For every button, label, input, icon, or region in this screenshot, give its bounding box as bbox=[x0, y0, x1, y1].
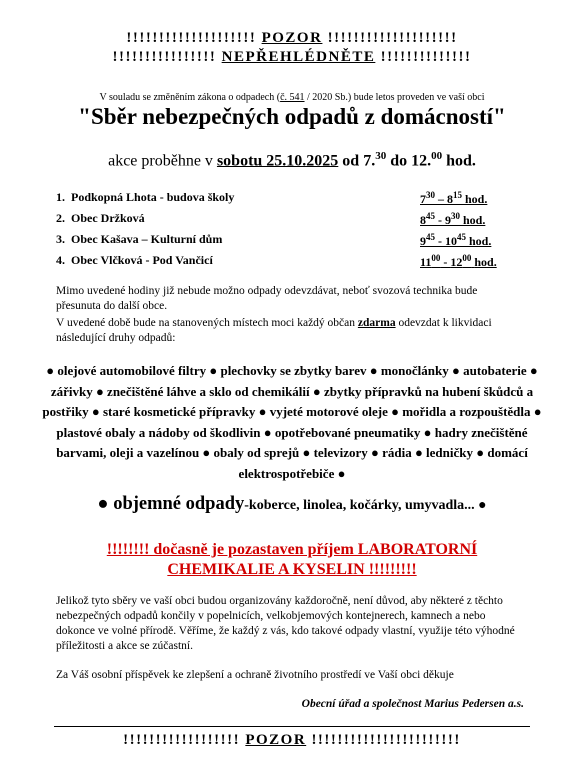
schedule-list bbox=[56, 190, 536, 274]
header-exclaim-right: !!!!!!!!!!!!!!!!!!!! bbox=[327, 30, 458, 46]
law-link: č. 541 bbox=[280, 92, 305, 103]
header-nepreh-line bbox=[48, 49, 536, 66]
footer-warning-line: !!!!!!!!!!!!!!!!!! POZOR !!!!!!!!!!!!!!!!!!!!!!! bbox=[123, 732, 461, 748]
header-pozor: POZOR bbox=[261, 30, 323, 46]
schedule-row: 4. Obec Vlčková - Pod Vančicí $11^{00} - 12^{00}$ hod. bbox=[56, 253, 497, 269]
schedule-row: 1. Podkopná Lhota - budova školy $7^{30} - 8^{15}$ hod. bbox=[56, 190, 488, 206]
footer-pozor: POZOR bbox=[245, 732, 307, 748]
closing-paragraph: Jelikož tyto sběry ve vaší obci budou organizovány každoročně, není důvod, aby některé z těchto nebezpečných odpadů končily v popelnicích, velkobjemových kontejnerech, kamnech a nebo dokonce ve volné přírodě. Věříme, že každý z vás, kdo takové odpady vlastní, využije této výhodné příležitosti a akce se zúčastní. bbox=[56, 595, 515, 652]
header-exclaim-left: !!!!!!!!!!!!!!!!!!!! bbox=[126, 30, 257, 46]
divider bbox=[54, 726, 530, 727]
free-word: zdarma bbox=[357, 317, 396, 329]
signature: Obecní úřad a společnost Marius Pedersen a.s. bbox=[301, 698, 524, 710]
header-warning-line bbox=[48, 30, 536, 47]
header2-exclaim-left: !!!!!!!!!!!!!!!! bbox=[112, 49, 217, 65]
notice-free-paragraph: V uvedené době bude na stanovených místech moci každý občan zdarma odevzdat k likvidaci následující druhy odpadů: bbox=[56, 317, 492, 344]
page-title: "Sběr nebezpečných odpadů z domácností" bbox=[78, 104, 506, 129]
event-date-line: akce proběhne v sobotu 25.10.2025 od 7.30 do 12.00 hod. bbox=[108, 150, 476, 170]
bulky-waste-line: ● objemné odpady-koberce, linolea, kočárky, umyvadla... ● bbox=[97, 494, 487, 514]
notice-paragraph: Mimo uvedené hodiny již nebude možno odpady odevzdávat, neboť svozová technika bude přesunuta do další obce. bbox=[56, 285, 478, 312]
thanks-paragraph: Za Váš osobní příspěvek ke zlepšení a ochraně životního prostředí ve Vaší obci děkuje bbox=[56, 669, 454, 681]
header2-exclaim-right: !!!!!!!!!!!!!! bbox=[380, 49, 472, 65]
schedule-row: 2. Obec Držková $8^{45} - 9^{30}$ hod. bbox=[56, 211, 486, 227]
header-neprehlednete: NEPŘEHLÉDNĚTE bbox=[221, 49, 376, 65]
alert-line-1: !!!!!!!! dočasně je pozastaven příjem LABORATORNÍ bbox=[106, 541, 478, 558]
alert-line-2: CHEMIKALIE A KYSELIN !!!!!!!!! bbox=[167, 561, 417, 578]
intro-text: V souladu se změněním zákona o odpadech (č. 541 / 2020 Sb.) bude letos proveden ve vaší obci bbox=[99, 92, 485, 103]
schedule-row: 3. Obec Kašava – Kulturní dům $9^{45} - 10^{45}$ hod. bbox=[56, 232, 492, 248]
waste-items-list: ● olejové automobilové filtry ● plechovky se zbytky barev ● monočlánky ● autobaterie ● zářivky ● znečištěné láhve a sklo od chemikálií ● zbytky přípravků na hubení škůdců a postřiky ● staré kosmetické přípravky ● vyjeté motorové oleje ● mořidla a rozpouštědla ● plastové obaly a nádoby od škodlivin ● opotřebované pneumatiky ● hadry znečištěné barvami, oleji a vazelínou ● obaly od sprejů ● televizory ● rádia ● ledničky ● domácí elektrospotřebiče ● bbox=[42, 363, 542, 481]
event-date: sobotu 25.10.2025 bbox=[216, 152, 339, 170]
